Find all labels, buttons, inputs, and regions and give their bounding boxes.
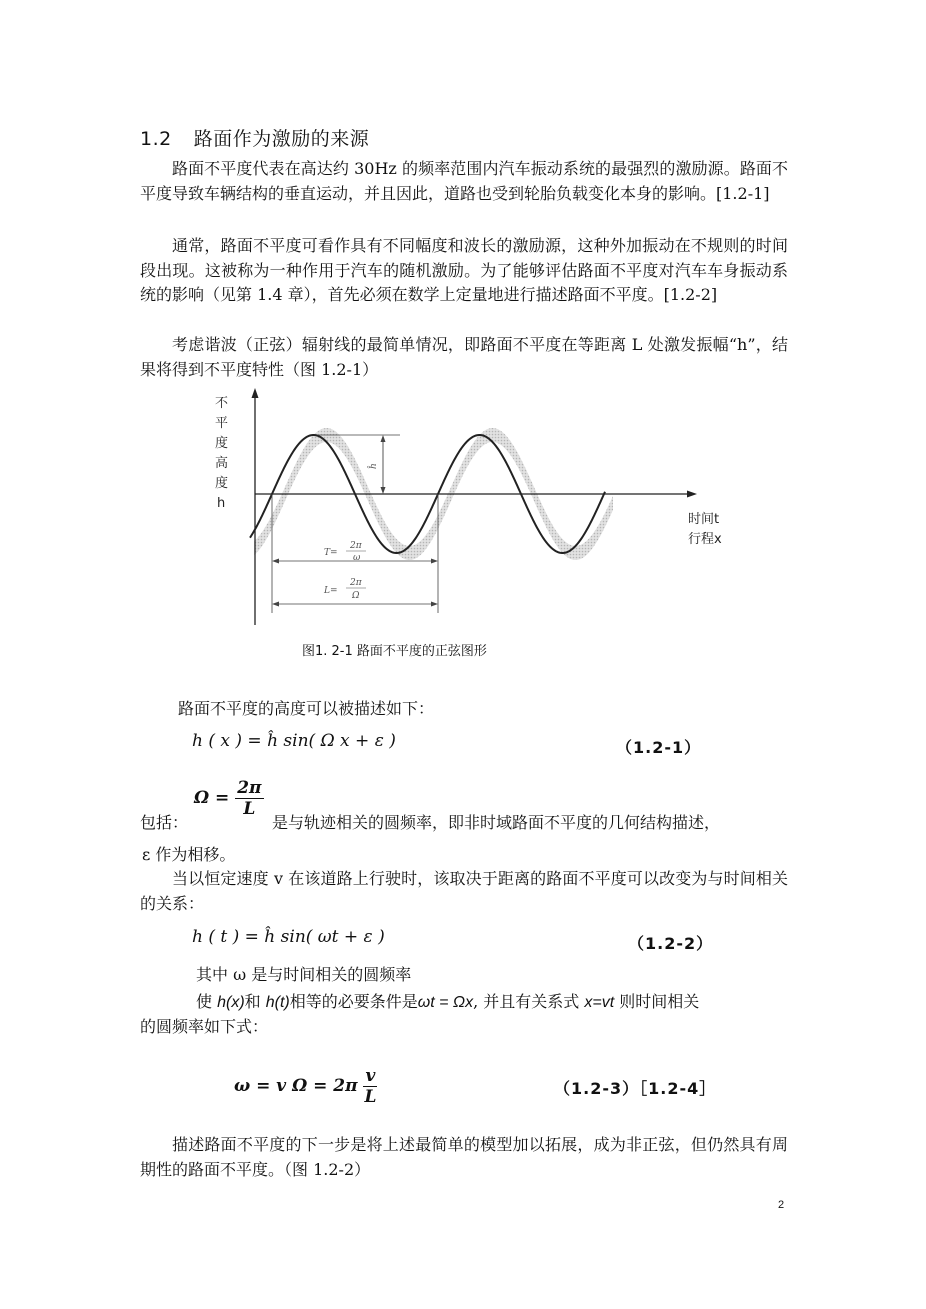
T-numerator: 2π <box>350 541 362 551</box>
equation-3-fraction <box>363 1066 377 1107</box>
paragraph-8 <box>196 990 699 1015</box>
paragraph-6: 当以恒定速度 v 在该道路上行驶时，该取决于距离的路面不平度可以改变为与时间相关的关系： <box>140 869 788 913</box>
x-label-distance: 行程x <box>688 532 722 547</box>
amplitude-arrow-up <box>381 435 386 442</box>
p8-ht: h(t) <box>265 994 290 1011</box>
equation-3-denominator: L <box>364 1087 377 1107</box>
section-number: 1.2 <box>140 128 172 150</box>
y-axis-arrow <box>252 388 259 398</box>
p8-d: , 并且有关系式 <box>473 992 585 1011</box>
wavelength-L-arrow-left <box>272 602 279 607</box>
omega-definition <box>194 778 264 819</box>
p8-b: 和 <box>244 992 266 1011</box>
equation-3-lhs: ω = v Ω = 2π <box>234 1076 358 1096</box>
paragraph-1: 路面不平度代表在高达约 30Hz 的频率范围内汽车振动系统的最强烈的激励源。路面不平度导致车辆结构的垂直运动，并且因此，道路也受到轮胎负载变化本身的影响。[1.2-1] <box>140 159 788 203</box>
amplitude-arrow-down <box>381 487 386 494</box>
paragraph-5-line-2: ε 作为相移。 <box>142 845 236 864</box>
paragraph-2: 通常，路面不平度可看作具有不同幅度和波长的激励源，这种外加振动在不规则的时间段出现。这被称为一种作用于汽车的随机激励。为了能够评估路面不平度对汽车车身振动系统的影响（见第 1.4 章），首先必须在数学上定量地进行描述路面不平度。[1.2-2] <box>140 236 788 304</box>
paragraph-3: 考虑谐波（正弦）辐射线的最简单情况，即路面不平度在等距离 L 处激发振幅“h”，结果将得到不平度特性（图 1.2-1） <box>140 335 788 379</box>
y-label-char-2: 平 <box>215 416 229 431</box>
y-label-char-6: h <box>217 496 226 511</box>
equation-2-number: （1.2-2） <box>628 934 714 953</box>
period-T-arrow-left <box>272 559 279 564</box>
p8-c: 相等的必要条件是 <box>289 992 418 1011</box>
T-denominator: ω <box>353 553 361 563</box>
p8-relation: x=vt <box>584 994 615 1011</box>
section-heading <box>140 124 369 151</box>
y-label-char-4: 高 <box>215 456 229 471</box>
equation-3-number: （1.2-3）［1.2-4］ <box>554 1079 717 1098</box>
paragraph-5-prefix: 包括： <box>140 813 189 832</box>
paragraph-4: 路面不平度的高度可以被描述如下： <box>178 699 435 718</box>
L-denominator: Ω <box>352 591 360 601</box>
amplitude-label: ĥ <box>369 463 379 469</box>
equation-3 <box>234 1066 377 1107</box>
L-numerator: 2π <box>350 578 362 588</box>
wavelength-L-arrow-right <box>431 602 438 607</box>
equation-2: h ( t ) = ĥ sin( ωt + ε ) <box>192 927 385 947</box>
paragraph-7: 其中 ω 是与时间相关的圆频率 <box>196 965 412 984</box>
x-label-time: 时间t <box>688 512 720 527</box>
y-label-char-3: 度 <box>215 436 229 451</box>
paragraph-5-suffix: 是与轨迹相关的圆频率，即非时域路面不平度的几何结构描述， <box>272 813 721 832</box>
omega-denominator: L <box>243 799 256 819</box>
T-label: T= <box>324 548 338 558</box>
figure-caption: 图1. 2-1 路面不平度的正弦图形 <box>302 644 487 659</box>
omega-fraction <box>235 778 263 819</box>
omega-numerator: 2π <box>237 778 262 798</box>
p8-a: 使 <box>196 992 218 1011</box>
equation-3-numerator: v <box>365 1066 376 1086</box>
paragraph-9: 描述路面不平度的下一步是将上述最简单的模型加以拓展，成为非正弦，但仍然具有周期性的路面不平度。（图 1.2-2） <box>140 1135 788 1179</box>
section-title: 路面作为激励的来源 <box>193 128 370 150</box>
sine-figure <box>200 385 740 635</box>
y-label-char-1: 不 <box>215 396 229 411</box>
L-label: L= <box>324 586 338 596</box>
y-label-char-5: 度 <box>215 476 229 491</box>
p8-e: 则时间相关 <box>614 992 700 1011</box>
p8-hx: h(x) <box>217 994 245 1011</box>
x-axis-arrow <box>687 491 697 498</box>
page-number: 2 <box>778 1199 785 1211</box>
equation-1-number: （1.2-1） <box>616 738 702 757</box>
equation-1: h ( x ) = ĥ sin( Ω x + ε ) <box>192 731 396 751</box>
p8-condition: ωt = Ωx <box>417 994 474 1011</box>
paragraph-8-line-2: 的圆频率如下式： <box>140 1017 269 1036</box>
omega-lhs: Ω = <box>194 788 230 808</box>
period-T-arrow-right <box>431 559 438 564</box>
